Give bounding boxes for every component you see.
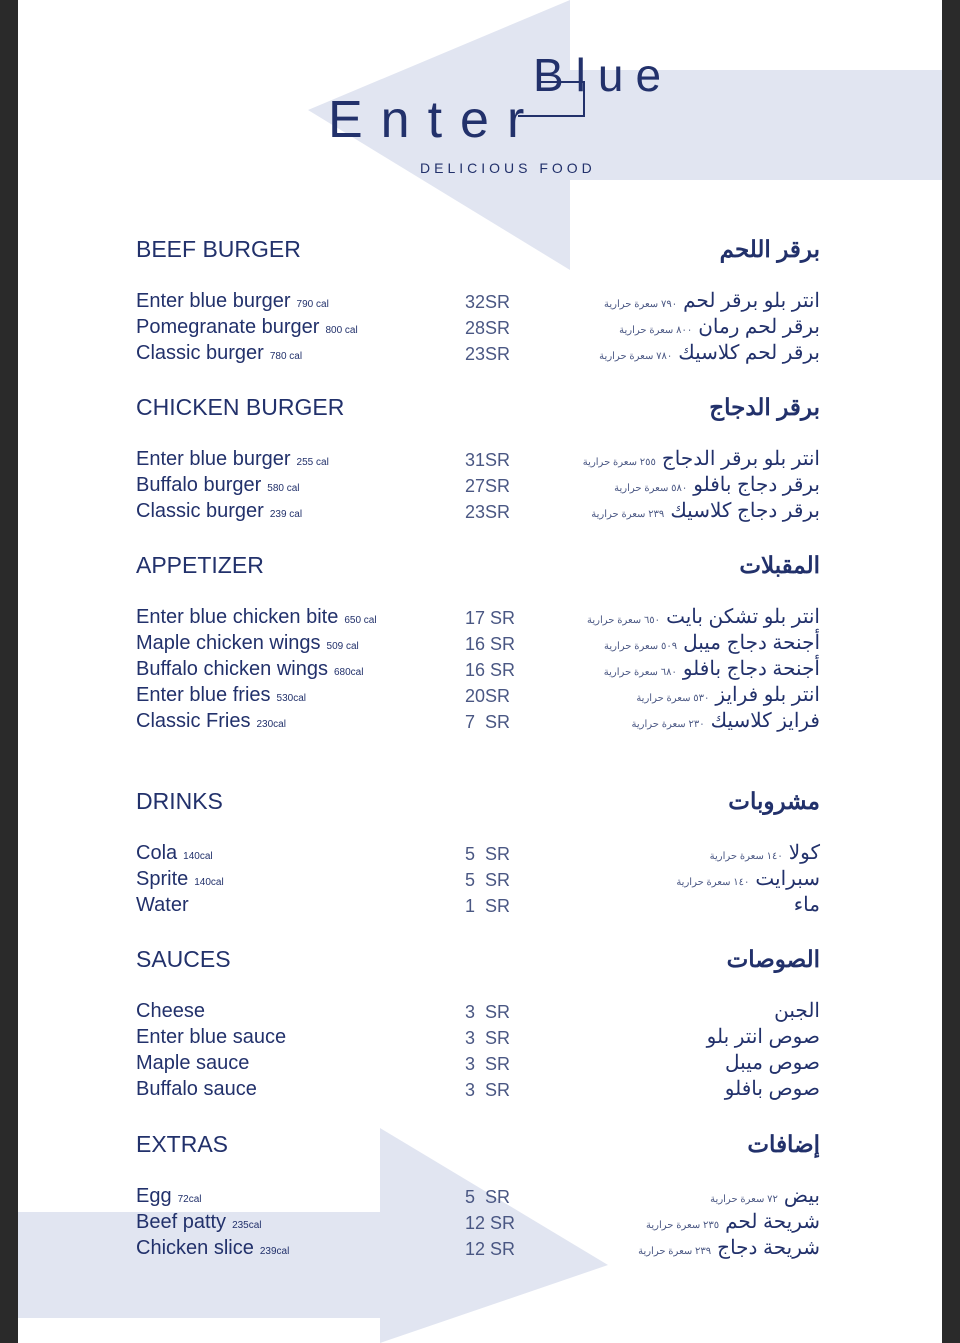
item-name: Enter blue chicken bite [136,606,339,628]
item-name-ar: انتر بلو تشكن بايت [666,606,820,628]
item-name-ar: شريحة دجاج [717,1237,820,1259]
menu-item [18,1052,942,1078]
item-name: Enter blue burger [136,448,291,470]
item-name-ar-block [710,840,820,865]
item-price: 31SR [465,450,511,470]
logo-tagline: DELICIOUS FOOD [420,160,596,176]
item-calories: 140cal [194,877,224,888]
item-calories-ar: ٢٣٥ سعرة حرارية [646,1220,720,1231]
item-name: Classic Fries [136,710,251,732]
item-calories-ar: ١٤٠ سعرة حرارية [709,851,783,862]
item-name-ar: شريحة لحم [725,1211,820,1233]
item-name-block [136,500,302,523]
section-title-en: EXTRAS [136,1131,229,1157]
menu-item [18,290,942,316]
item-name-ar-block [710,1183,820,1208]
menu-item [18,710,942,736]
item-price: 5 SR [465,844,511,864]
item-price: 3 SR [465,1054,511,1074]
section-title-en: DRINKS [136,788,223,814]
item-name-ar: انتر بلو فرايز [715,684,820,706]
menu-page [18,0,942,1343]
menu-item [18,1078,942,1104]
item-price: 12 SR [465,1239,516,1259]
menu-item [18,1211,942,1237]
item-name-block [136,868,224,891]
item-name-ar: فرايز كلاسيك [710,710,820,732]
item-calories: 255 cal [296,457,329,468]
menu-item [18,684,942,710]
item-calories-ar: ١٤٠ سعرة حرارية [676,877,750,888]
item-calories-ar: ٢٥٥ سعرة حرارية [582,457,656,468]
item-calories: 72cal [177,1194,202,1205]
menu-item [18,606,942,632]
item-price: 16 SR [465,634,516,654]
item-calories-ar: ٧٢ سعرة حرارية [710,1194,778,1205]
item-price: 27SR [465,476,511,496]
item-calories-ar: ٥٠٩ سعرة حرارية [604,641,678,652]
item-name: Classic burger [136,500,264,522]
item-name: Enter blue sauce [136,1026,287,1048]
item-calories-ar: ٧٨٠ سعرة حرارية [599,351,673,362]
item-name-ar-block [638,1235,820,1260]
item-name-ar-block [725,1076,820,1101]
item-name-block [136,342,302,365]
item-calories-ar: ٦٨٠ سعرة حرارية [603,667,677,678]
item-name: Maple sauce [136,1052,250,1074]
item-name: Pomegranate burger [136,316,320,338]
section-title-ar: إضافات [747,1131,820,1157]
item-price: 17 SR [465,608,516,628]
item-name-ar: صوص ميبل [725,1052,820,1074]
item-calories-ar: ٨٠٠ سعرة حرارية [619,325,693,336]
menu-item [18,316,942,342]
logo-word-enter: Enter [328,91,543,149]
item-calories-ar: ٥٨٠ سعرة حرارية [614,483,688,494]
item-calories: 239 cal [269,509,303,520]
item-name-ar: أجنحة دجاج ميبل [683,632,820,654]
item-calories: 650 cal [344,615,377,626]
section-title-en: CHICKEN BURGER [136,394,345,420]
item-name-ar-block [676,866,820,891]
menu-item [18,342,942,368]
section-title-ar: برقر اللحم [719,236,820,262]
menu-item [18,1000,942,1026]
item-name-ar: صوص بافلو [724,1078,820,1100]
item-name-ar: الجبن [774,1000,820,1022]
item-name-ar-block [725,1050,820,1075]
item-name-block [136,658,363,681]
item-calories-ar: ٦٥٠ سعرة حرارية [586,615,661,626]
item-name-ar-block [614,472,820,497]
item-calories: 790 cal [296,299,329,310]
menu-item [18,1026,942,1052]
item-calories: 230cal [256,719,286,730]
item-price: 23SR [465,344,511,364]
item-calories: 239cal [259,1246,290,1257]
item-price: 3 SR [465,1002,511,1022]
item-name-ar-block [604,656,820,681]
item-price: 12 SR [465,1213,516,1233]
logo-word-blue: Blue [533,49,674,101]
item-name-block [136,632,359,655]
section-title-en: APPETIZER [136,552,264,578]
item-name-block [136,606,377,629]
item-name-ar-block [794,892,820,917]
item-name: Buffalo burger [136,474,262,496]
item-name: Water [136,894,189,916]
item-name-block [136,710,286,733]
item-name-ar-block [646,1209,820,1234]
item-price: 3 SR [465,1080,511,1100]
item-name-ar: انتر بلو برقر الدجاج [661,448,820,470]
item-calories: 530cal [276,693,306,704]
item-name-block [136,290,329,313]
item-price: 3 SR [465,1028,511,1048]
item-name-block [136,1000,205,1023]
item-name: Buffalo chicken wings [136,658,328,680]
section-title-en: BEEF BURGER [136,236,301,262]
item-price: 20SR [465,686,511,706]
item-name-ar: أجنحة دجاج بافلو [682,658,820,680]
item-name: Egg [136,1185,172,1207]
item-calories: 580 cal [267,483,300,494]
menu-item [18,474,942,500]
item-name-block [136,842,213,865]
item-name-ar-block [707,1024,820,1049]
section-title-ar: مشروبات [728,788,820,814]
item-name-ar-block [591,498,820,523]
item-price: 1 SR [465,896,511,916]
item-name: Enter blue burger [136,290,291,312]
item-calories: 780 cal [269,351,303,362]
item-name: Maple chicken wings [136,632,321,654]
item-name-block [136,1026,286,1049]
item-price: 16 SR [465,660,516,680]
item-price: 5 SR [465,870,511,890]
item-name: Cola [136,842,178,864]
menu-item [18,500,942,526]
item-name: Cheese [136,1000,205,1022]
item-calories: 680cal [333,667,364,678]
item-name: Beef patty [136,1211,227,1233]
item-price: 28SR [465,318,511,338]
item-name-ar: برقر لحم رمان [698,316,820,338]
menu-item [18,448,942,474]
item-calories: 800 cal [325,325,358,336]
item-name: Sprite [136,868,189,890]
item-name-block [136,684,306,707]
item-name: Chicken slice [136,1237,254,1259]
item-name-ar: برقر لحم كلاسيك [678,342,820,364]
item-name-ar: برقر دجاج كلاسيك [670,500,820,522]
item-name-block [136,1237,289,1260]
item-name-ar: انتر بلو برقر لحم [683,290,820,312]
item-name-ar: برقر دجاج بافلو [693,474,820,496]
menu-item [18,894,942,920]
section-title-ar: المقبلات [739,552,820,578]
item-name-ar: كولا [788,842,820,864]
item-name: Classic burger [136,342,264,364]
item-name-ar-block [774,998,820,1023]
item-name-ar: صوص انتر بلو [706,1026,820,1048]
item-name-ar-block [587,604,820,629]
section-title-ar: الصوصات [726,946,820,972]
item-price: 7 SR [465,712,511,732]
item-name-ar: سبرايت [755,868,820,890]
item-name-block [136,1078,257,1101]
item-calories-ar: ٥٣٠ سعرة حرارية [636,693,710,704]
item-calories: 509 cal [326,641,359,652]
menu-item [18,868,942,894]
menu-item [18,1185,942,1211]
item-calories-ar: ٧٩٠ سعرة حرارية [604,299,678,310]
menu-item [18,1237,942,1263]
item-name-ar-block [619,314,820,339]
item-name: Enter blue fries [136,684,271,706]
menu-item [18,632,942,658]
item-name-ar-block [604,288,820,313]
item-calories-ar: ٢٣٩ سعرة حرارية [591,509,665,520]
item-name-block [136,1211,262,1234]
item-calories: 235cal [232,1220,262,1231]
item-name-ar-block [636,682,820,707]
item-price: 5 SR [465,1187,511,1207]
item-price: 32SR [465,292,511,312]
item-price: 23SR [465,502,511,522]
item-calories-ar: ٢٣٠ سعرة حرارية [631,719,705,730]
item-name-ar-block [599,340,820,365]
item-name-ar-block [583,446,820,471]
item-name-block [136,1185,202,1208]
item-name-block [136,894,189,917]
item-name-block [136,316,358,339]
item-name-ar-block [604,630,820,655]
item-calories: 140cal [183,851,213,862]
menu-item [18,658,942,684]
item-name-block [136,474,300,497]
menu-item [18,842,942,868]
item-name-ar: ماء [793,894,820,916]
item-name-ar-block [631,708,820,733]
item-name-ar: بيض [783,1185,820,1207]
item-calories-ar: ٢٣٩ سعرة حرارية [638,1246,712,1257]
item-name-block [136,448,329,471]
item-name-block [136,1052,249,1075]
section-title-en: SAUCES [136,946,231,972]
item-name: Buffalo sauce [136,1078,257,1100]
section-title-ar: برقر الدجاج [709,394,820,420]
